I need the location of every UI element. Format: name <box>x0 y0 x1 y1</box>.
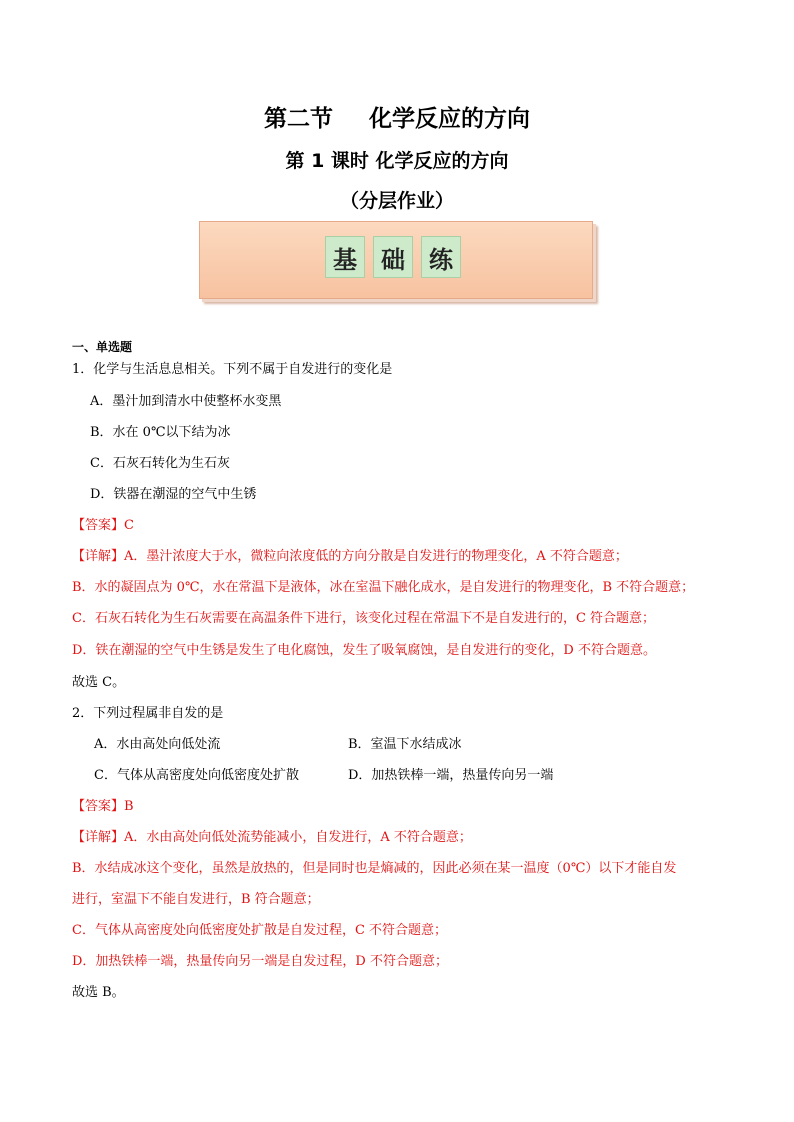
section-heading: 一、单选题 <box>72 340 133 354</box>
q1-option-a: A．墨汁加到清水中使整杯水变黑 <box>90 394 282 409</box>
q1-explain-line: B．水的凝固点为 0℃，水在常温下是液体，冰在室温下融化成水，是自发进行的物理变化，B 不符合题意； <box>72 580 695 595</box>
q2-explain-line: C．气体从高密度处向低密度处扩散是自发过程，C 不符合题意； <box>72 923 448 938</box>
q2-answer: 【答案】B <box>72 799 134 814</box>
section-name: 化学反应的方向 <box>369 106 530 132</box>
basic-practice-banner <box>199 221 593 299</box>
banner-char: 练 <box>421 236 461 278</box>
q1-conclusion: 故选 C。 <box>72 675 126 690</box>
section-title <box>0 100 794 133</box>
q2-conclusion: 故选 B。 <box>72 985 125 1000</box>
q1-explain-line: C．石灰石转化为生石灰需要在高温条件下进行，该变化过程在常温下不是自发进行的，C 符合题意； <box>72 611 656 626</box>
q1-explain-line: D．铁在潮湿的空气中生锈是发生了电化腐蚀，发生了吸氧腐蚀，是自发进行的变化，D 不符合题意。 <box>72 643 656 658</box>
q2-stem: 2．下列过程属非自发的是 <box>72 706 224 721</box>
q2-option-d: D．加热铁棒一端，热量传向另一端 <box>348 768 554 783</box>
q2-explain-line: B．水结成冰这个变化，虽然是放热的，但是同时也是熵减的，因此必须在某一温度（0℃）以下才能自发 <box>72 861 677 876</box>
q1-option-c: C．石灰石转化为生石灰 <box>90 456 230 471</box>
q2-option-b: B．室温下水结成冰 <box>348 737 462 752</box>
banner-char: 础 <box>373 236 413 278</box>
q1-option-b: B．水在 0℃以下结为冰 <box>90 425 231 440</box>
q2-explain-line: 【详解】A．水由高处向低处流势能减小，自发进行，A 不符合题意； <box>72 830 472 845</box>
q1-option-d: D．铁器在潮湿的空气中生锈 <box>90 487 257 502</box>
section-number: 第二节 <box>264 106 333 132</box>
q2-option-a: A．水由高处向低处流 <box>94 737 221 752</box>
q1-answer: 【答案】C <box>72 518 134 533</box>
page-subtitle: （分层作业） <box>339 190 454 212</box>
q2-option-c: C．气体从高密度处向低密度处扩散 <box>94 768 299 783</box>
banner-char: 基 <box>325 236 365 278</box>
lesson-title: 第 1 课时 化学反应的方向 <box>285 150 509 172</box>
q1-explain-line: 【详解】A．墨汁浓度大于水，微粒向浓度低的方向分散是自发进行的物理变化，A 不符合题意； <box>72 549 628 564</box>
q2-explain-line: 进行，室温下不能自发进行，B 符合题意； <box>72 892 320 907</box>
q1-stem: 1．化学与生活息息相关。下列不属于自发进行的变化是 <box>72 362 393 377</box>
q2-explain-line: D．加热铁棒一端，热量传向另一端是自发过程，D 不符合题意； <box>72 954 448 969</box>
